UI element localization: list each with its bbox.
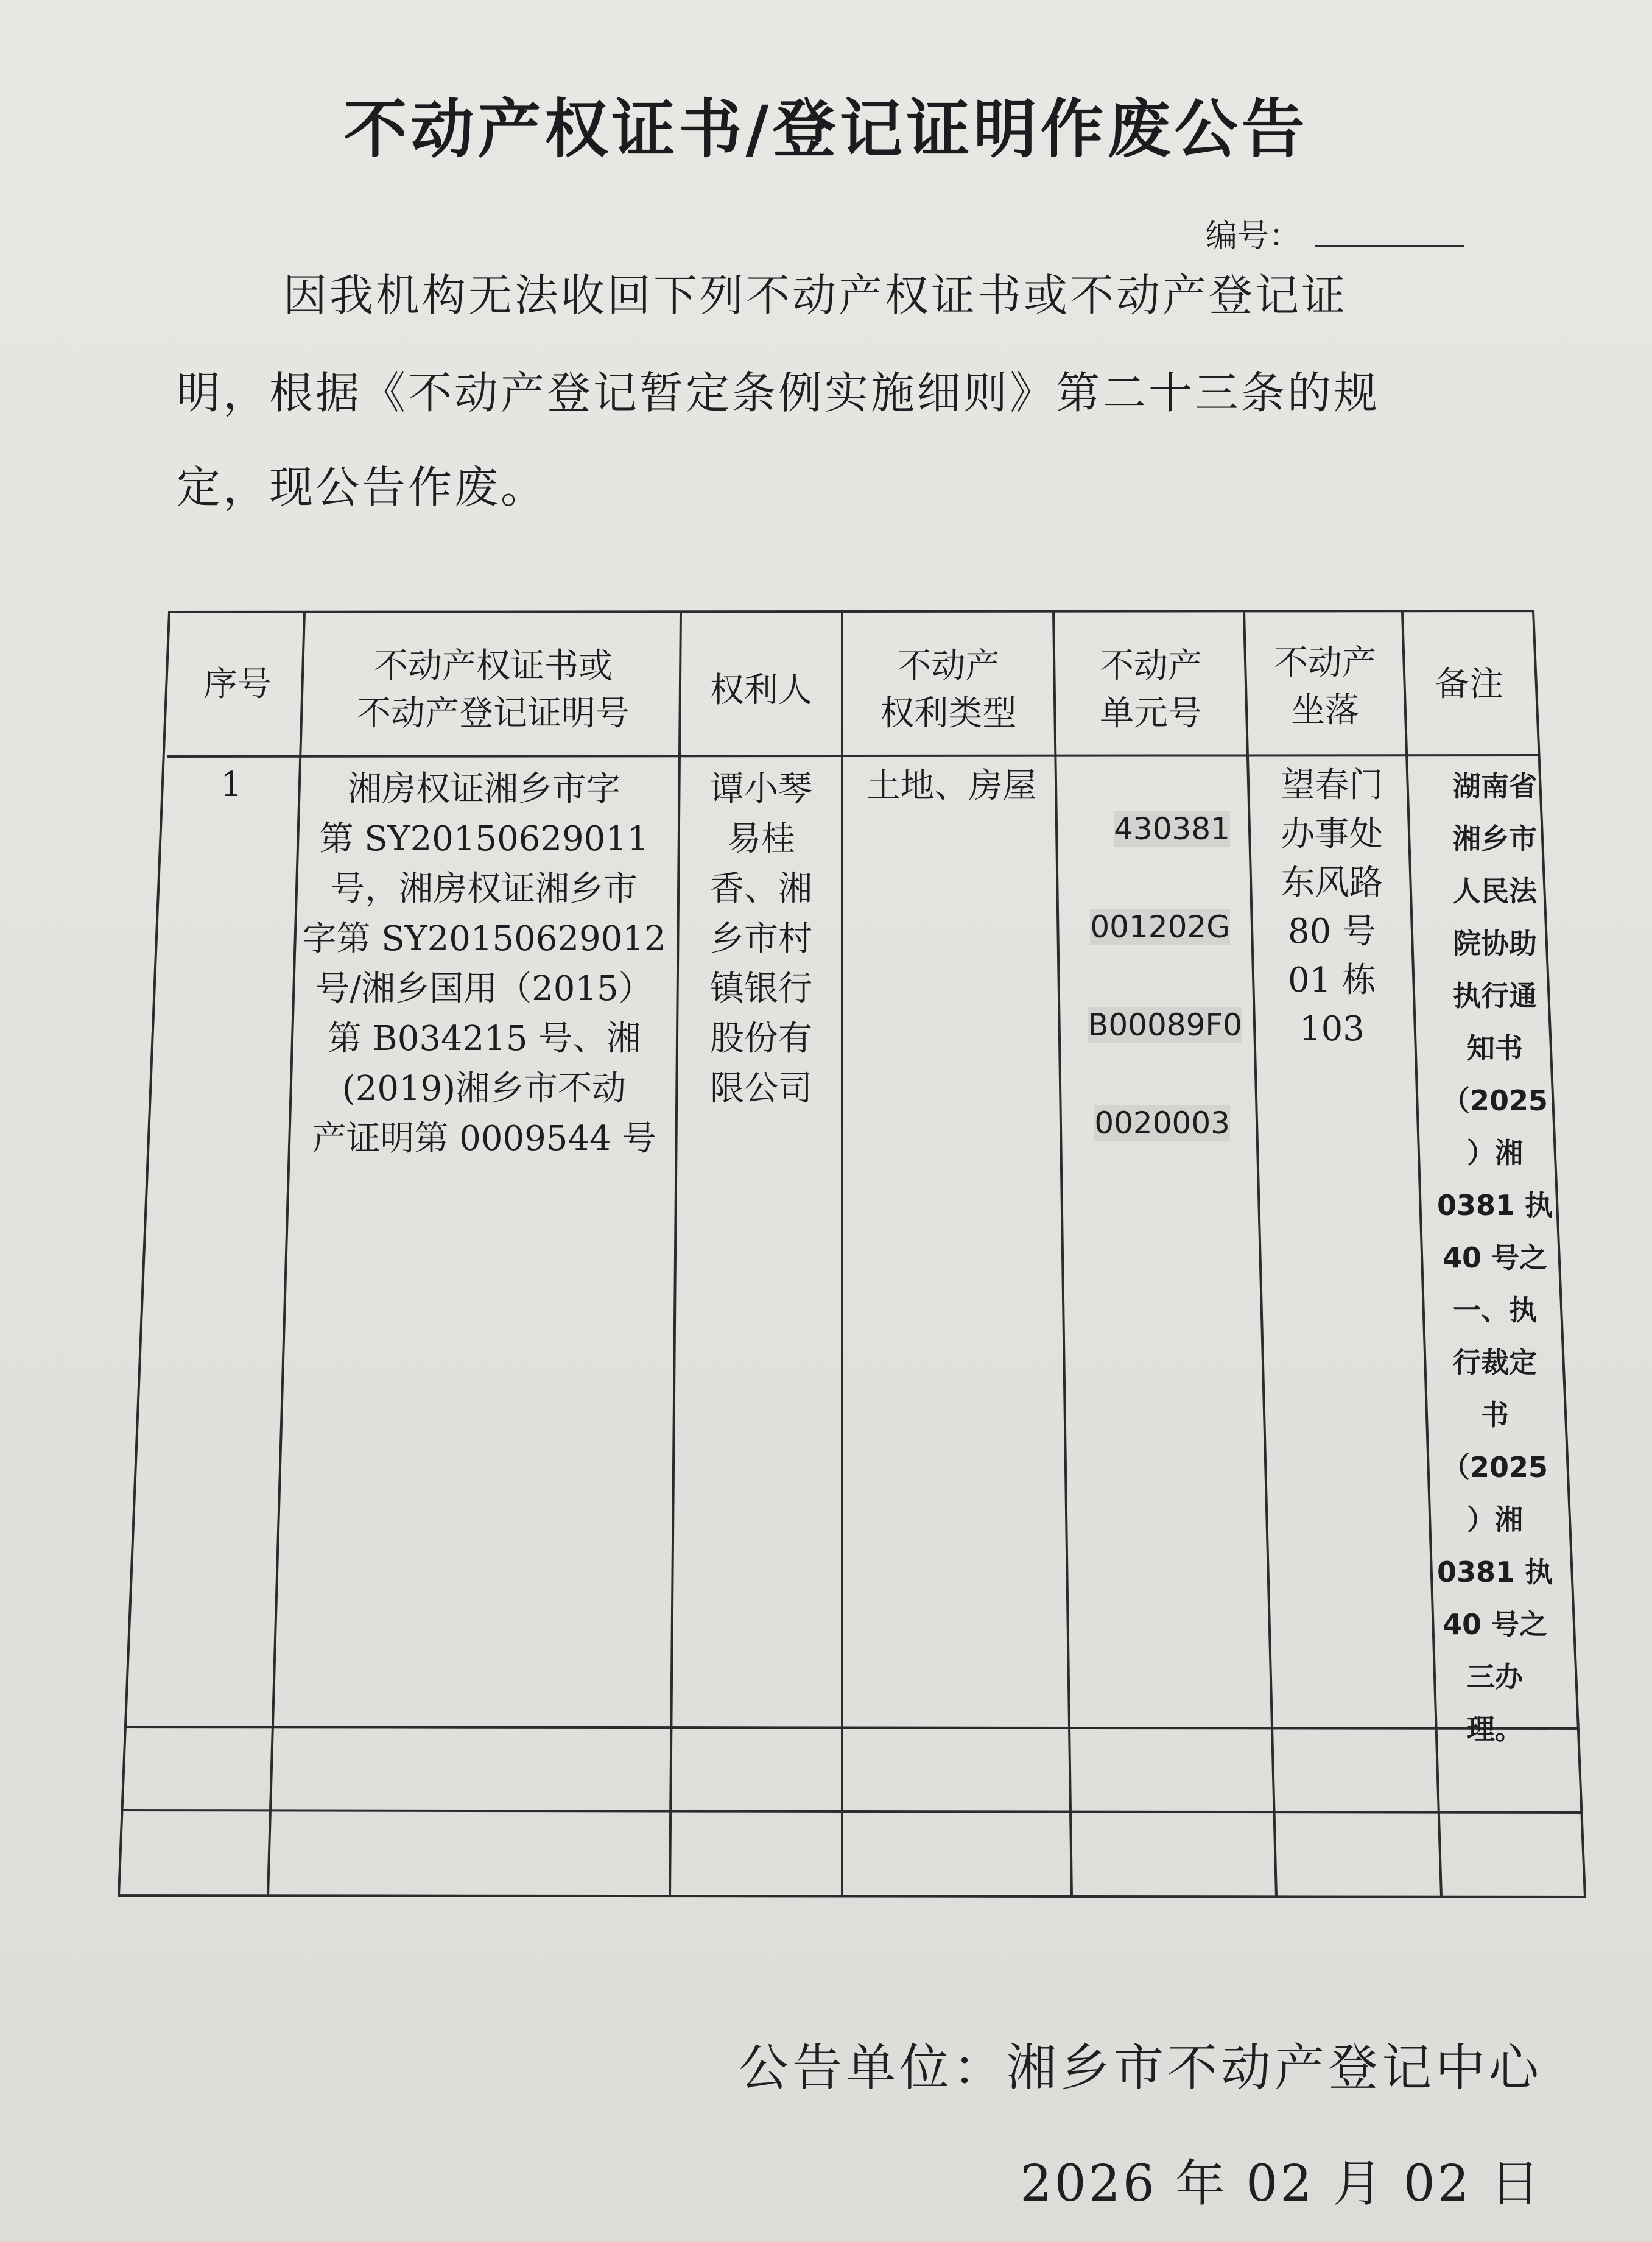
row1-remark-line: 湖南省: [1453, 770, 1537, 803]
row1-cert-line: 湘房权证湘乡市字: [348, 769, 620, 809]
row1-remark-line: 三办: [1467, 1660, 1523, 1693]
row1-location-line: 103: [1299, 1009, 1365, 1049]
row1-remark-line: 40 号之: [1442, 1608, 1548, 1641]
row1-cert-line: 号/湘乡国用（2015）: [315, 969, 653, 1009]
row1-location: [1254, 761, 1410, 1054]
row1-holder-line: 镇银行: [710, 969, 812, 1009]
row1-seq-text: 1: [220, 765, 242, 805]
row1-holder-line: 股份有: [710, 1019, 812, 1059]
row1-remark-line: 理。: [1467, 1713, 1523, 1746]
row1-unit: [1066, 780, 1254, 1172]
row1-remark-line: 湘乡市: [1453, 822, 1537, 855]
row1-holder-line: 限公司: [710, 1069, 812, 1109]
row1-remark-line: 书: [1481, 1398, 1509, 1431]
intro-line-1: 因我机构无法收回下列不动产权证书或不动产登记证: [283, 270, 1348, 321]
row1-location-line: 东风路: [1281, 863, 1383, 903]
row1-remark-line: 40 号之: [1442, 1241, 1548, 1274]
row1-location-line: 望春门: [1281, 766, 1383, 805]
header-location-line-1: 不动产: [1274, 643, 1376, 683]
row1-remark-line: 执行通: [1453, 979, 1537, 1012]
header-cert-line-1: 不动产权证书或: [374, 646, 613, 686]
issuing-organization: 公告单位：湘乡市不动产登记中心: [738, 2039, 1542, 2097]
header-location: [1246, 640, 1404, 735]
row1-unit-part: B00089F0: [1088, 1007, 1242, 1043]
row1-remark-line: （2025: [1441, 1451, 1548, 1484]
row1-cert-line: 号，湘房权证湘乡市: [331, 869, 638, 909]
row1-remark: [1419, 760, 1571, 1755]
number-label: 编号：: [1206, 218, 1301, 255]
row1-remark-line: ）湘: [1467, 1503, 1523, 1536]
header-unit-line-1: 不动产: [1100, 646, 1202, 686]
header-unit-line-2: 单元号: [1100, 694, 1202, 733]
row1-cert-line: (2019)湘乡市不动: [342, 1069, 627, 1109]
document-title: 不动产权证书/登记证明作废公告: [343, 92, 1309, 166]
row1-holder-line: 谭小琴: [710, 769, 812, 809]
row1-cert-line: 字第 SY20150629012: [302, 919, 666, 959]
header-unit: [1056, 643, 1245, 738]
intro-line-3: 定，现公告作废。: [177, 462, 547, 513]
row1-holder-line: 香、湘: [710, 869, 812, 909]
row1-location-line: 80 号: [1287, 912, 1377, 951]
row1-cert: [298, 764, 670, 1164]
row1-remark-line: 知书: [1467, 1032, 1523, 1065]
row1-location-line: 办事处: [1281, 814, 1383, 854]
header-type-line-2: 权利类型: [880, 694, 1017, 733]
intro-line-2: 明，根据《不动产登记暂定条例实施细则》第二十三条的规: [177, 367, 1380, 418]
header-remark: [1405, 661, 1533, 708]
row1-remark-line: 0381 执: [1436, 1556, 1553, 1588]
row1-cert-line: 产证明第 0009544 号: [312, 1119, 656, 1158]
row1-remark-line: （2025: [1441, 1084, 1548, 1117]
header-seq: [183, 661, 292, 708]
row1-remark-line: 一、执: [1453, 1294, 1537, 1327]
row1-remark-line: 行裁定: [1453, 1346, 1537, 1379]
row1-remark-line: ）湘: [1467, 1137, 1523, 1169]
row1-type: [846, 763, 1056, 810]
row1-holder: [682, 764, 840, 1114]
row1-unit-part: 430381: [1114, 811, 1230, 847]
header-type-line-1: 不动产: [897, 646, 1000, 686]
header-location-line-2: 坐落: [1291, 691, 1359, 730]
header-divider: [167, 755, 1539, 756]
header-remark-text: 备注: [1435, 664, 1503, 704]
col-line-2: [670, 612, 681, 1896]
header-holder-text: 权利人: [710, 671, 812, 710]
header-cert: [308, 643, 679, 738]
header-seq-text: 序号: [203, 664, 272, 704]
issue-date: 2026 年 02 月 02 日: [1020, 2155, 1542, 2213]
row1-remark-line: 0381 执: [1436, 1189, 1553, 1222]
row1-unit-part: 0020003: [1094, 1105, 1230, 1141]
row1-remark-line: 人民法: [1453, 875, 1537, 908]
row1-cert-line: 第 B034215 号、湘: [327, 1019, 641, 1059]
row1-holder-line: 乡市村: [710, 919, 812, 959]
row-divider-2: [124, 1727, 1577, 1729]
header-type: [843, 643, 1053, 738]
row1-holder-line: 易桂: [727, 819, 795, 859]
row1-cert-line: 第 SY20150629011: [319, 819, 649, 859]
row1-unit-part: 001202G: [1090, 909, 1230, 945]
row1-type-text: 土地、房屋: [866, 766, 1037, 806]
row1-remark-line: 院协助: [1453, 927, 1537, 960]
row1-location-line: 01 栋: [1287, 961, 1377, 1000]
header-cert-line-2: 不动产登记证明号: [357, 694, 630, 733]
row-divider-3: [122, 1810, 1581, 1813]
header-holder: [682, 667, 840, 714]
row1-seq: [183, 761, 280, 809]
